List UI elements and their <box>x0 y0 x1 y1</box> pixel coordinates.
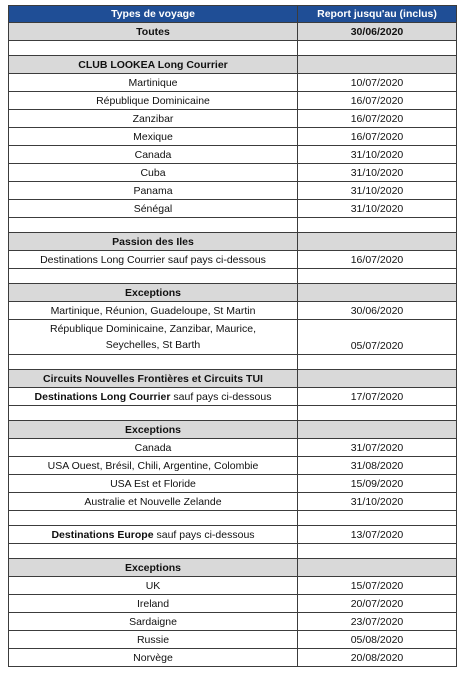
table-row <box>9 595 457 613</box>
table-row <box>9 251 457 269</box>
report-table <box>8 5 457 667</box>
destination-label: Martinique <box>9 74 298 92</box>
circuits-title: Circuits Nouvelles Frontières et Circuits TUI <box>9 370 298 388</box>
circuits-europe-exceptions-header <box>9 559 457 577</box>
separator-row <box>9 41 457 56</box>
club-title: CLUB LOOKEA Long Courrier <box>9 56 298 74</box>
destination-label: Cuba <box>9 164 298 182</box>
table-row <box>9 110 457 128</box>
separator-row <box>9 355 457 370</box>
report-date: 20/08/2020 <box>298 649 457 667</box>
table-row <box>9 182 457 200</box>
separator-row <box>9 218 457 233</box>
table-row <box>9 631 457 649</box>
passion-title: Passion des Iles <box>9 233 298 251</box>
report-date: 05/07/2020 <box>298 320 457 355</box>
destination-label: Canada <box>9 439 298 457</box>
table-row <box>9 164 457 182</box>
table-row <box>9 457 457 475</box>
separator-row <box>9 406 457 421</box>
table-row <box>9 320 457 355</box>
section-circuits-header <box>9 370 457 388</box>
report-date: 30/06/2020 <box>298 302 457 320</box>
destination-label: Destinations Long Courrier sauf pays ci-dessous <box>9 388 298 406</box>
destination-label: Panama <box>9 182 298 200</box>
toutes-label: Toutes <box>9 23 298 41</box>
row-toutes <box>9 23 457 41</box>
destination-label: Destinations Long Courrier sauf pays ci-dessous <box>9 251 298 269</box>
report-table-sheet <box>8 5 456 667</box>
report-date: 16/07/2020 <box>298 110 457 128</box>
destination-label: Ireland <box>9 595 298 613</box>
table-row <box>9 92 457 110</box>
exceptions-title: Exceptions <box>9 421 298 439</box>
table-header-row <box>9 6 457 23</box>
table-row <box>9 649 457 667</box>
report-date: 16/07/2020 <box>298 92 457 110</box>
report-date: 31/10/2020 <box>298 182 457 200</box>
destination-label: USA Est et Floride <box>9 475 298 493</box>
table-row <box>9 439 457 457</box>
report-date: 10/07/2020 <box>298 74 457 92</box>
destination-label: UK <box>9 577 298 595</box>
report-date: 13/07/2020 <box>298 526 457 544</box>
header-travel-types: Types de voyage <box>9 6 298 23</box>
destination-label: USA Ouest, Brésil, Chili, Argentine, Colombie <box>9 457 298 475</box>
report-date: 05/08/2020 <box>298 631 457 649</box>
exceptions-title: Exceptions <box>9 284 298 302</box>
table-row <box>9 200 457 218</box>
section-club-header <box>9 56 457 74</box>
table-row <box>9 388 457 406</box>
toutes-date: 30/06/2020 <box>298 23 457 41</box>
report-date: 31/10/2020 <box>298 146 457 164</box>
circuits-long-exceptions-header <box>9 421 457 439</box>
separator-row <box>9 511 457 526</box>
table-row <box>9 146 457 164</box>
table-row <box>9 475 457 493</box>
table-row <box>9 526 457 544</box>
report-date: 23/07/2020 <box>298 613 457 631</box>
destination-label: Sénégal <box>9 200 298 218</box>
table-row <box>9 302 457 320</box>
destination-label: Destinations Europe sauf pays ci-dessous <box>9 526 298 544</box>
destination-label: Sardaigne <box>9 613 298 631</box>
exceptions-title: Exceptions <box>9 559 298 577</box>
destination-label: République Dominicaine <box>9 92 298 110</box>
destination-label: Russie <box>9 631 298 649</box>
destination-label: Martinique, Réunion, Guadeloupe, St Martin <box>9 302 298 320</box>
table-row <box>9 577 457 595</box>
table-row <box>9 128 457 146</box>
separator-row <box>9 269 457 284</box>
report-date: 15/07/2020 <box>298 577 457 595</box>
destination-label: Mexique <box>9 128 298 146</box>
table-row <box>9 493 457 511</box>
separator-row <box>9 544 457 559</box>
table-row <box>9 613 457 631</box>
destination-label: Canada <box>9 146 298 164</box>
table-row <box>9 74 457 92</box>
report-date: 17/07/2020 <box>298 388 457 406</box>
passion-exceptions-header <box>9 284 457 302</box>
report-date: 16/07/2020 <box>298 128 457 146</box>
destination-label: Zanzibar <box>9 110 298 128</box>
report-date: 31/08/2020 <box>298 457 457 475</box>
report-date: 31/10/2020 <box>298 493 457 511</box>
report-date: 16/07/2020 <box>298 251 457 269</box>
destination-label: République Dominicaine, Zanzibar, Maurice, Seychelles, St Barth <box>9 320 298 355</box>
report-date: 31/07/2020 <box>298 439 457 457</box>
section-passion-header <box>9 233 457 251</box>
report-date: 20/07/2020 <box>298 595 457 613</box>
report-date: 31/10/2020 <box>298 200 457 218</box>
header-report-until: Report jusqu'au (inclus) <box>298 6 457 23</box>
destination-label: Australie et Nouvelle Zelande <box>9 493 298 511</box>
report-date: 15/09/2020 <box>298 475 457 493</box>
report-date: 31/10/2020 <box>298 164 457 182</box>
destination-label: Norvège <box>9 649 298 667</box>
